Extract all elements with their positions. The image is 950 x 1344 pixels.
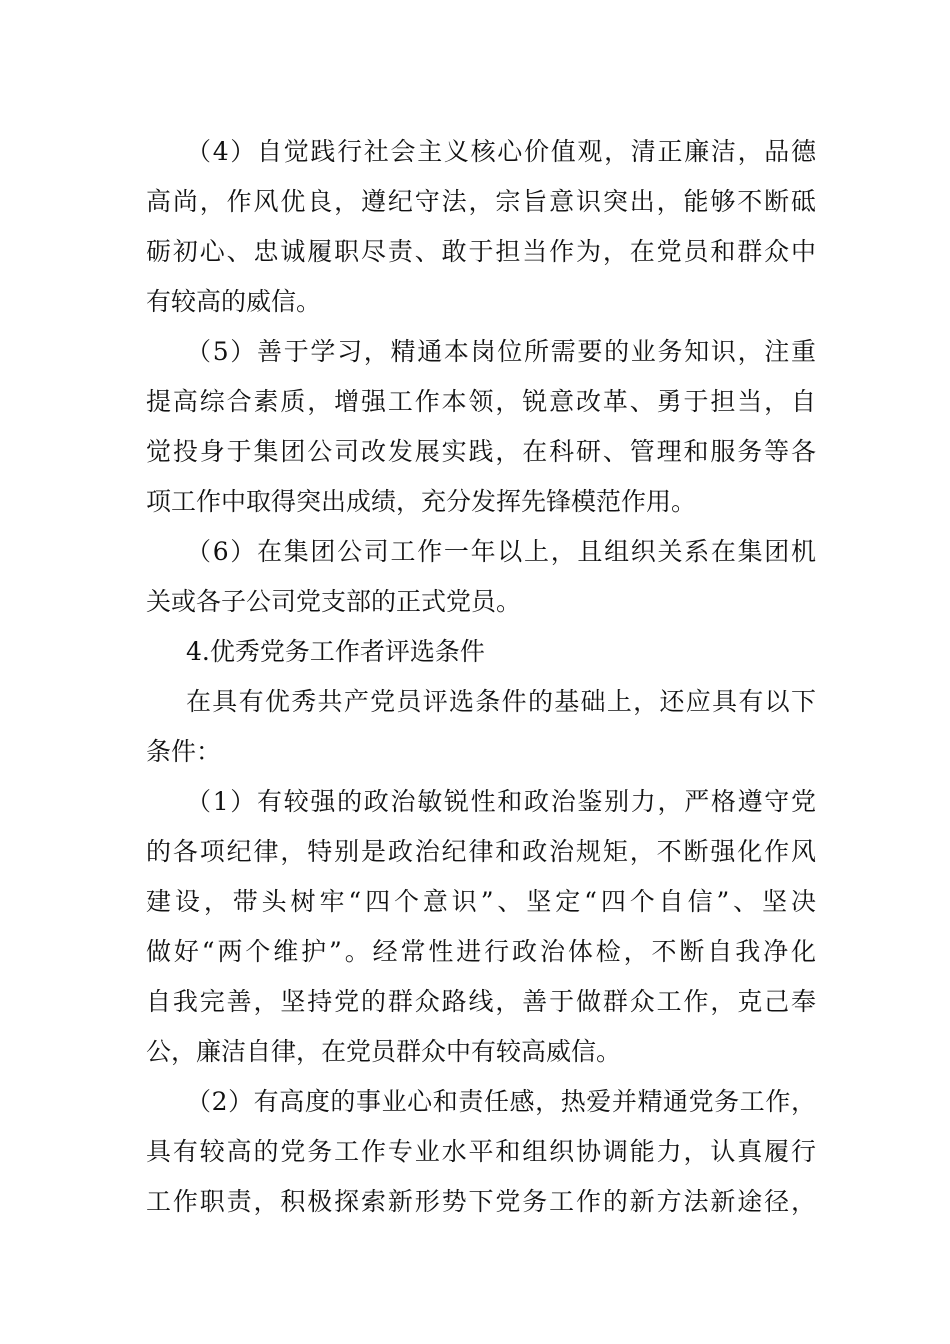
paragraph-line: 觉投身于集团公司改发展实践，在科研、管理和服务等各	[146, 437, 816, 466]
paragraph-line: 做好“两个维护”。经常性进行政治体检，不断自我净化	[146, 937, 816, 966]
paragraph-line: 项工作中取得突出成绩，充分发挥先锋模范作用。	[146, 487, 697, 516]
paragraph-line: 砺初心、忠诚履职尽责、敢于担当作为，在党员和群众中	[146, 237, 816, 266]
paragraph-line: （1）有较强的政治敏锐性和政治鉴别力，严格遵守党	[186, 787, 816, 816]
paragraph-line: 的各项纪律，特别是政治纪律和政治规矩，不断强化作风	[146, 837, 816, 866]
paragraph-line: 高尚，作风优良，遵纪守法，宗旨意识突出，能够不断砥	[146, 187, 816, 216]
paragraph-line: 公，廉洁自律，在党员群众中有较高威信。	[146, 1037, 622, 1066]
paragraph-line: 在具有优秀共产党员评选条件的基础上，还应具有以下	[186, 687, 816, 716]
paragraph-line: （2）有高度的事业心和责任感，热爱并精通党务工作，	[186, 1087, 816, 1116]
paragraph-line: 建设，带头树牢“四个意识”、坚定“四个自信”、坚决	[146, 887, 816, 916]
paragraph-line: 自我完善，坚持党的群众路线，善于做群众工作，克己奉	[146, 987, 816, 1016]
paragraph-line: （5）善于学习，精通本岗位所需要的业务知识，注重	[186, 337, 816, 366]
paragraph-line: 条件：	[146, 737, 222, 766]
paragraph-line: 具有较高的党务工作专业水平和组织协调能力，认真履行	[146, 1137, 816, 1166]
paragraph-line: 关或各子公司党支部的正式党员。	[146, 587, 522, 616]
paragraph-line: 有较高的威信。	[146, 287, 322, 316]
paragraph-line: 工作职责，积极探索新形势下党务工作的新方法新途径，	[146, 1187, 816, 1216]
paragraph-line: （6）在集团公司工作一年以上，且组织关系在集团机	[186, 537, 816, 566]
paragraph-line: （4）自觉践行社会主义核心价值观，清正廉洁，品德	[186, 137, 816, 166]
section-heading: 4.优秀党务工作者评选条件	[186, 637, 485, 666]
document-body	[146, 127, 816, 1227]
paragraph-line: 提高综合素质，增强工作本领，锐意改革、勇于担当，自	[146, 387, 816, 416]
